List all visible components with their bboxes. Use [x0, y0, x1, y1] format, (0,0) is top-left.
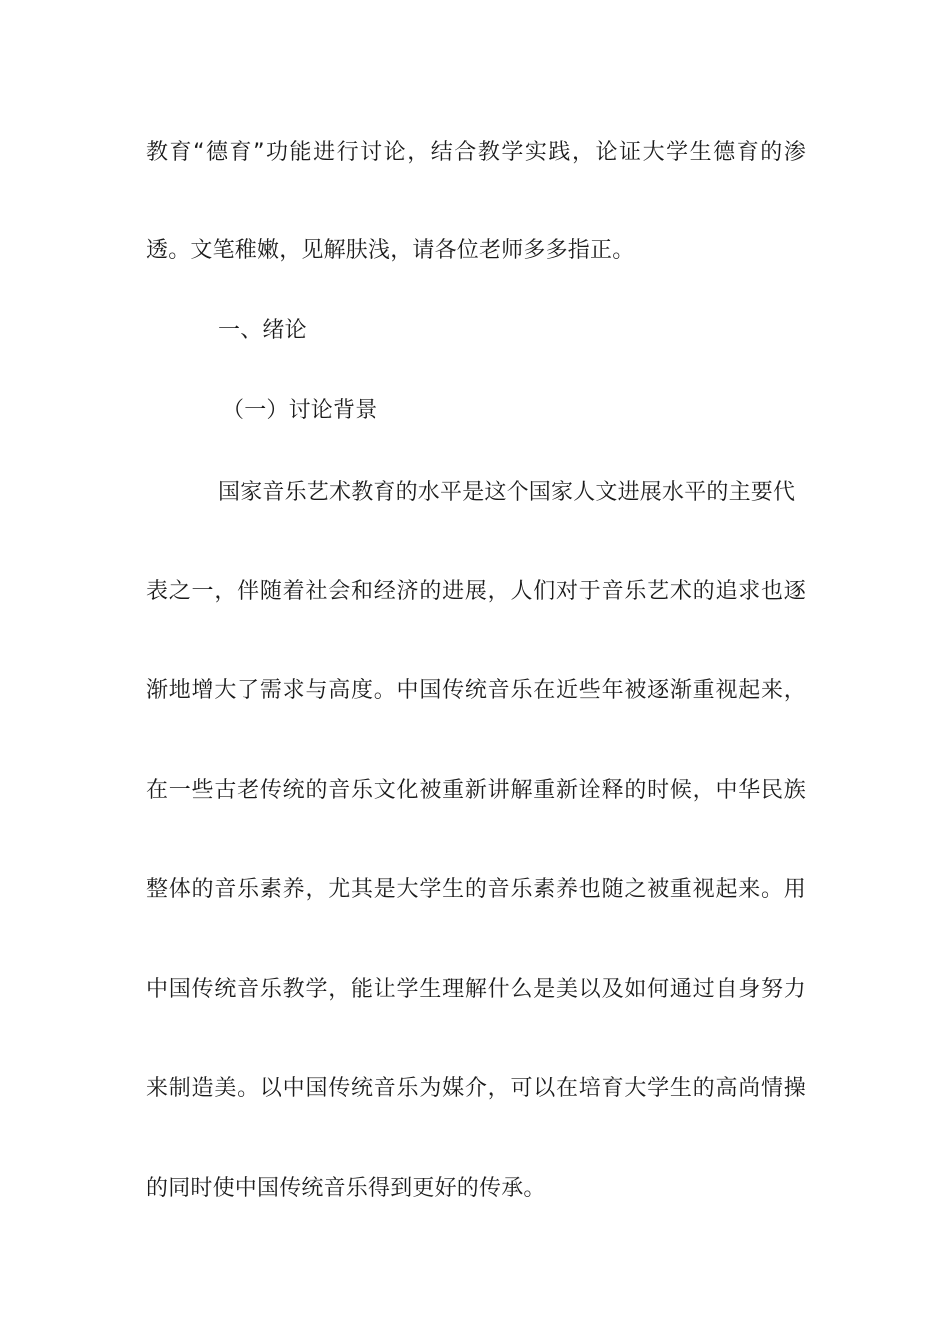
section-heading: 一、绪论 [218, 318, 307, 343]
subsection-heading: （一）讨论背景 [222, 398, 378, 423]
paragraph-line-3: 渐地增大了需求与高度。中国传统音乐在近些年被逐渐重视起来， [146, 678, 806, 703]
text-line-1: 教育“德育”功能进行讨论，结合教学实践，论证大学生德育的渗 [146, 140, 806, 165]
paragraph-line-7: 来制造美。以中国传统音乐为媒介，可以在培育大学生的高尚情操 [146, 1076, 806, 1101]
paragraph-line-1: 国家音乐艺术教育的水平是这个国家人文进展水平的主要代 [218, 480, 796, 505]
paragraph-line-2: 表之一，伴随着社会和经济的进展，人们对于音乐艺术的追求也逐 [146, 579, 806, 604]
paragraph-line-4: 在一些古老传统的音乐文化被重新讲解重新诠释的时候，中华民族 [146, 778, 806, 803]
paragraph-line-5: 整体的音乐素养，尤其是大学生的音乐素养也随之被重视起来。用 [146, 877, 806, 902]
text-line-2: 透。文笔稚嫩，见解肤浅，请各位老师多多指正。 [146, 238, 635, 263]
paragraph-line-8: 的同时使中国传统音乐得到更好的传承。 [146, 1176, 546, 1201]
paragraph-line-6: 中国传统音乐教学，能让学生理解什么是美以及如何通过自身努力 [146, 977, 806, 1002]
